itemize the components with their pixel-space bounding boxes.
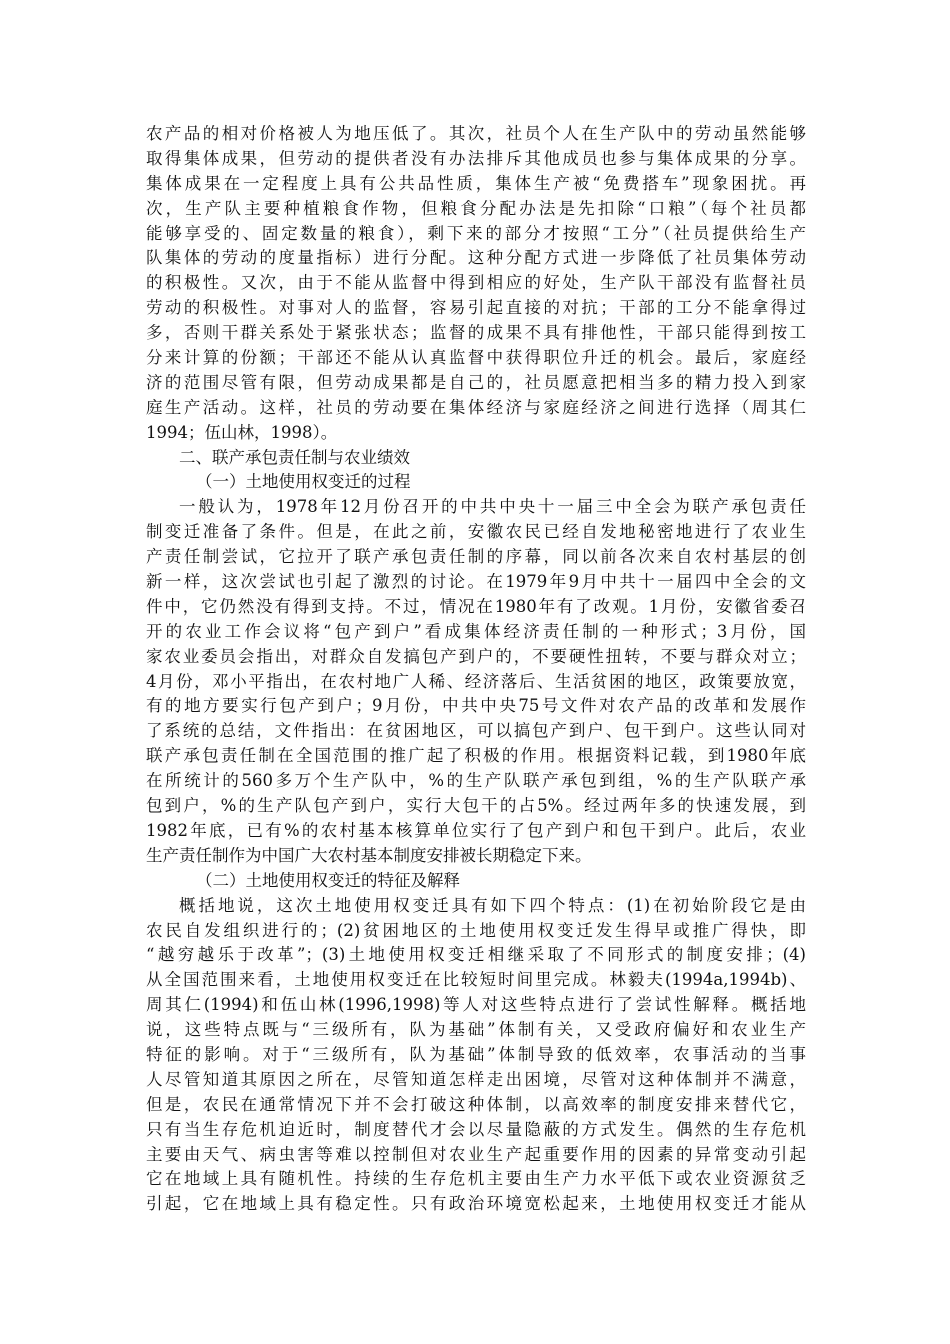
text-line: 农民自发组织进行的；(2)贫困地区的土地使用权变迁发生得早或推广得快，即 bbox=[146, 920, 806, 940]
paragraph-land-use-features bbox=[146, 894, 806, 1218]
text-line: 家农业委员会指出，对群众自发搞包产到户的，不要硬性扭转，不要与群众对立； bbox=[146, 646, 806, 666]
text-line: 集体成果在一定程度上具有公共品性质，集体生产被“免费搭车”现象困扰。再 bbox=[146, 173, 806, 193]
subsection-heading: （一）土地使用权变迁的过程 bbox=[196, 472, 411, 492]
text-line: 从全国范围来看，土地使用权变迁在比较短时间里完成。林毅夫(1994a,1994b)、 bbox=[146, 970, 806, 990]
text-line: 庭生产活动。这样，社员的劳动要在集体经济与家庭经济之间进行选择（周其仁 bbox=[146, 397, 806, 417]
text-line: 但是，农民在通常情况下并不会打破这种体制，以高效率的制度安排来替代它， bbox=[146, 1094, 806, 1114]
text-line: 制变迁准备了条件。但是，在此之前，安徽农民已经自发地秘密地进行了农业生 bbox=[146, 522, 806, 542]
text-line: 件中，它仍然没有得到支持。不过，情况在1980年有了改观。1月份，安徽省委召 bbox=[146, 596, 806, 616]
text-line: 特征的影响。对于“三级所有，队为基础”体制导致的低效率，农事活动的当事 bbox=[146, 1044, 806, 1064]
text-line: 了系统的总结，文件指出：在贫困地区，可以搞包产到户、包干到户。这些认同对 bbox=[146, 721, 806, 741]
text-line: “越穷越乐于改革”；(3)土地使用权变迁相继采取了不同形式的制度安排；(4) bbox=[146, 945, 806, 965]
text-line: 说，这些特点既与“三级所有，队为基础”体制有关，又受政府偏好和农业生产 bbox=[146, 1020, 806, 1040]
text-line: 农产品的相对价格被人为地压低了。其次，社员个人在生产队中的劳动虽然能够 bbox=[146, 124, 806, 143]
text-line: 1982年底，已有%的农村基本核算单位实行了包产到户和包干到户。此后，农业 bbox=[146, 820, 806, 840]
text-line: 人尽管知道其原因之所在，尽管知道怎样走出困境，尽管对这种体制并不满意， bbox=[146, 1069, 806, 1089]
text-line: 4月份，邓小平指出，在农村地广人稀、经济落后、生活贫困的地区，政策要放宽， bbox=[146, 671, 806, 691]
text-line: 取得集体成果，但劳动的提供者没有办法排斥其他成员也参与集体成果的分享。 bbox=[146, 148, 806, 168]
text-line: 开的农业工作会议将“包产到户”看成集体经济责任制的一种形式；3月份，国 bbox=[146, 621, 806, 641]
text-line: 一般认为，1978年12月份召开的中共中央十一届三中全会为联产承包责任 bbox=[179, 497, 806, 517]
subsection-heading: （二）土地使用权变迁的特征及解释 bbox=[196, 870, 460, 890]
paragraph-land-use-process bbox=[146, 495, 806, 868]
text-line: 主要由天气、病虫害等难以控制但对农业生产起重要作用的因素的异常变动引起 bbox=[146, 1144, 806, 1164]
text-line: 产责任制尝试，它拉开了联产承包责任制的序幕，同以前各次来自农村基层的创 bbox=[146, 547, 806, 567]
text-line: 次，生产队主要种植粮食作物，但粮食分配办法是先扣除“口粮”（每个社员都 bbox=[146, 198, 806, 218]
text-line: 引起，它在地域上具有稳定性。只有政治环境宽松起来，土地使用权变迁才能从 bbox=[146, 1194, 806, 1214]
text-line: 劳动的积极性。对事对人的监督，容易引起直接的对抗；干部的工分不能拿得过 bbox=[146, 298, 806, 318]
text-line: 它在地域上具有随机性。持续的生存危机主要由生产力水平低下或农业资源贫乏 bbox=[146, 1169, 806, 1189]
document-page bbox=[146, 122, 806, 1217]
text-line: 周其仁(1994)和伍山林(1996,1998)等人对这些特点进行了尝试性解释。概括地 bbox=[146, 995, 806, 1015]
text-line: 包到户，%的生产队包产到户，实行大包干的占5%。经过两年多的快速发展，到 bbox=[146, 796, 806, 816]
text-line: 的积极性。又次，由于不能从监督中得到相应的好处，生产队干部没有监督社员 bbox=[146, 273, 806, 293]
text-line: 分来计算的份额；干部还不能从认真监督中获得职位升迁的机会。最后，家庭经 bbox=[146, 348, 806, 368]
text-line: 济的范围尽管有限，但劳动成果都是自己的，社员愿意把相当多的精力投入到家 bbox=[146, 372, 806, 392]
paragraph-collective-economy bbox=[146, 122, 806, 446]
text-line: 新一样，这次尝试也引起了激烈的讨论。在1979年9月中共十一届四中全会的文 bbox=[146, 572, 806, 592]
text-line: 只有当生存危机迫近时，制度替代才会以尽量隐蔽的方式发生。偶然的生存危机 bbox=[146, 1119, 806, 1139]
section-heading: 二、联产承包责任制与农业绩效 bbox=[179, 447, 410, 467]
text-line: 有的地方要实行包产到户；9月份，中共中央75号文件对农产品的改革和发展作 bbox=[146, 696, 806, 716]
text-line: 多，否则干群关系处于紧张状态；监督的成果不具有排他性，干部只能得到按工 bbox=[146, 323, 806, 343]
text-line: 1994；伍山林，1998）。 bbox=[146, 422, 338, 442]
text-line: 队集体的劳动的度量指标）进行分配。这种分配方式进一步降低了社员集体劳动 bbox=[146, 248, 806, 268]
text-line: 能够享受的、固定数量的粮食），剩下来的部分才按照“工分”（社员提供给生产 bbox=[146, 223, 806, 243]
text-line: 联产承包责任制在全国范围的推广起了积极的作用。根据资料记载，到1980年底 bbox=[146, 746, 806, 766]
text-line: 在所统计的560多万个生产队中，%的生产队联产承包到组，%的生产队联产承 bbox=[146, 771, 806, 791]
text-line: 生产责任制作为中国广大农村基本制度安排被长期稳定下来。 bbox=[146, 845, 592, 865]
text-line: 概括地说，这次土地使用权变迁具有如下四个特点：(1)在初始阶段它是由 bbox=[179, 895, 806, 915]
